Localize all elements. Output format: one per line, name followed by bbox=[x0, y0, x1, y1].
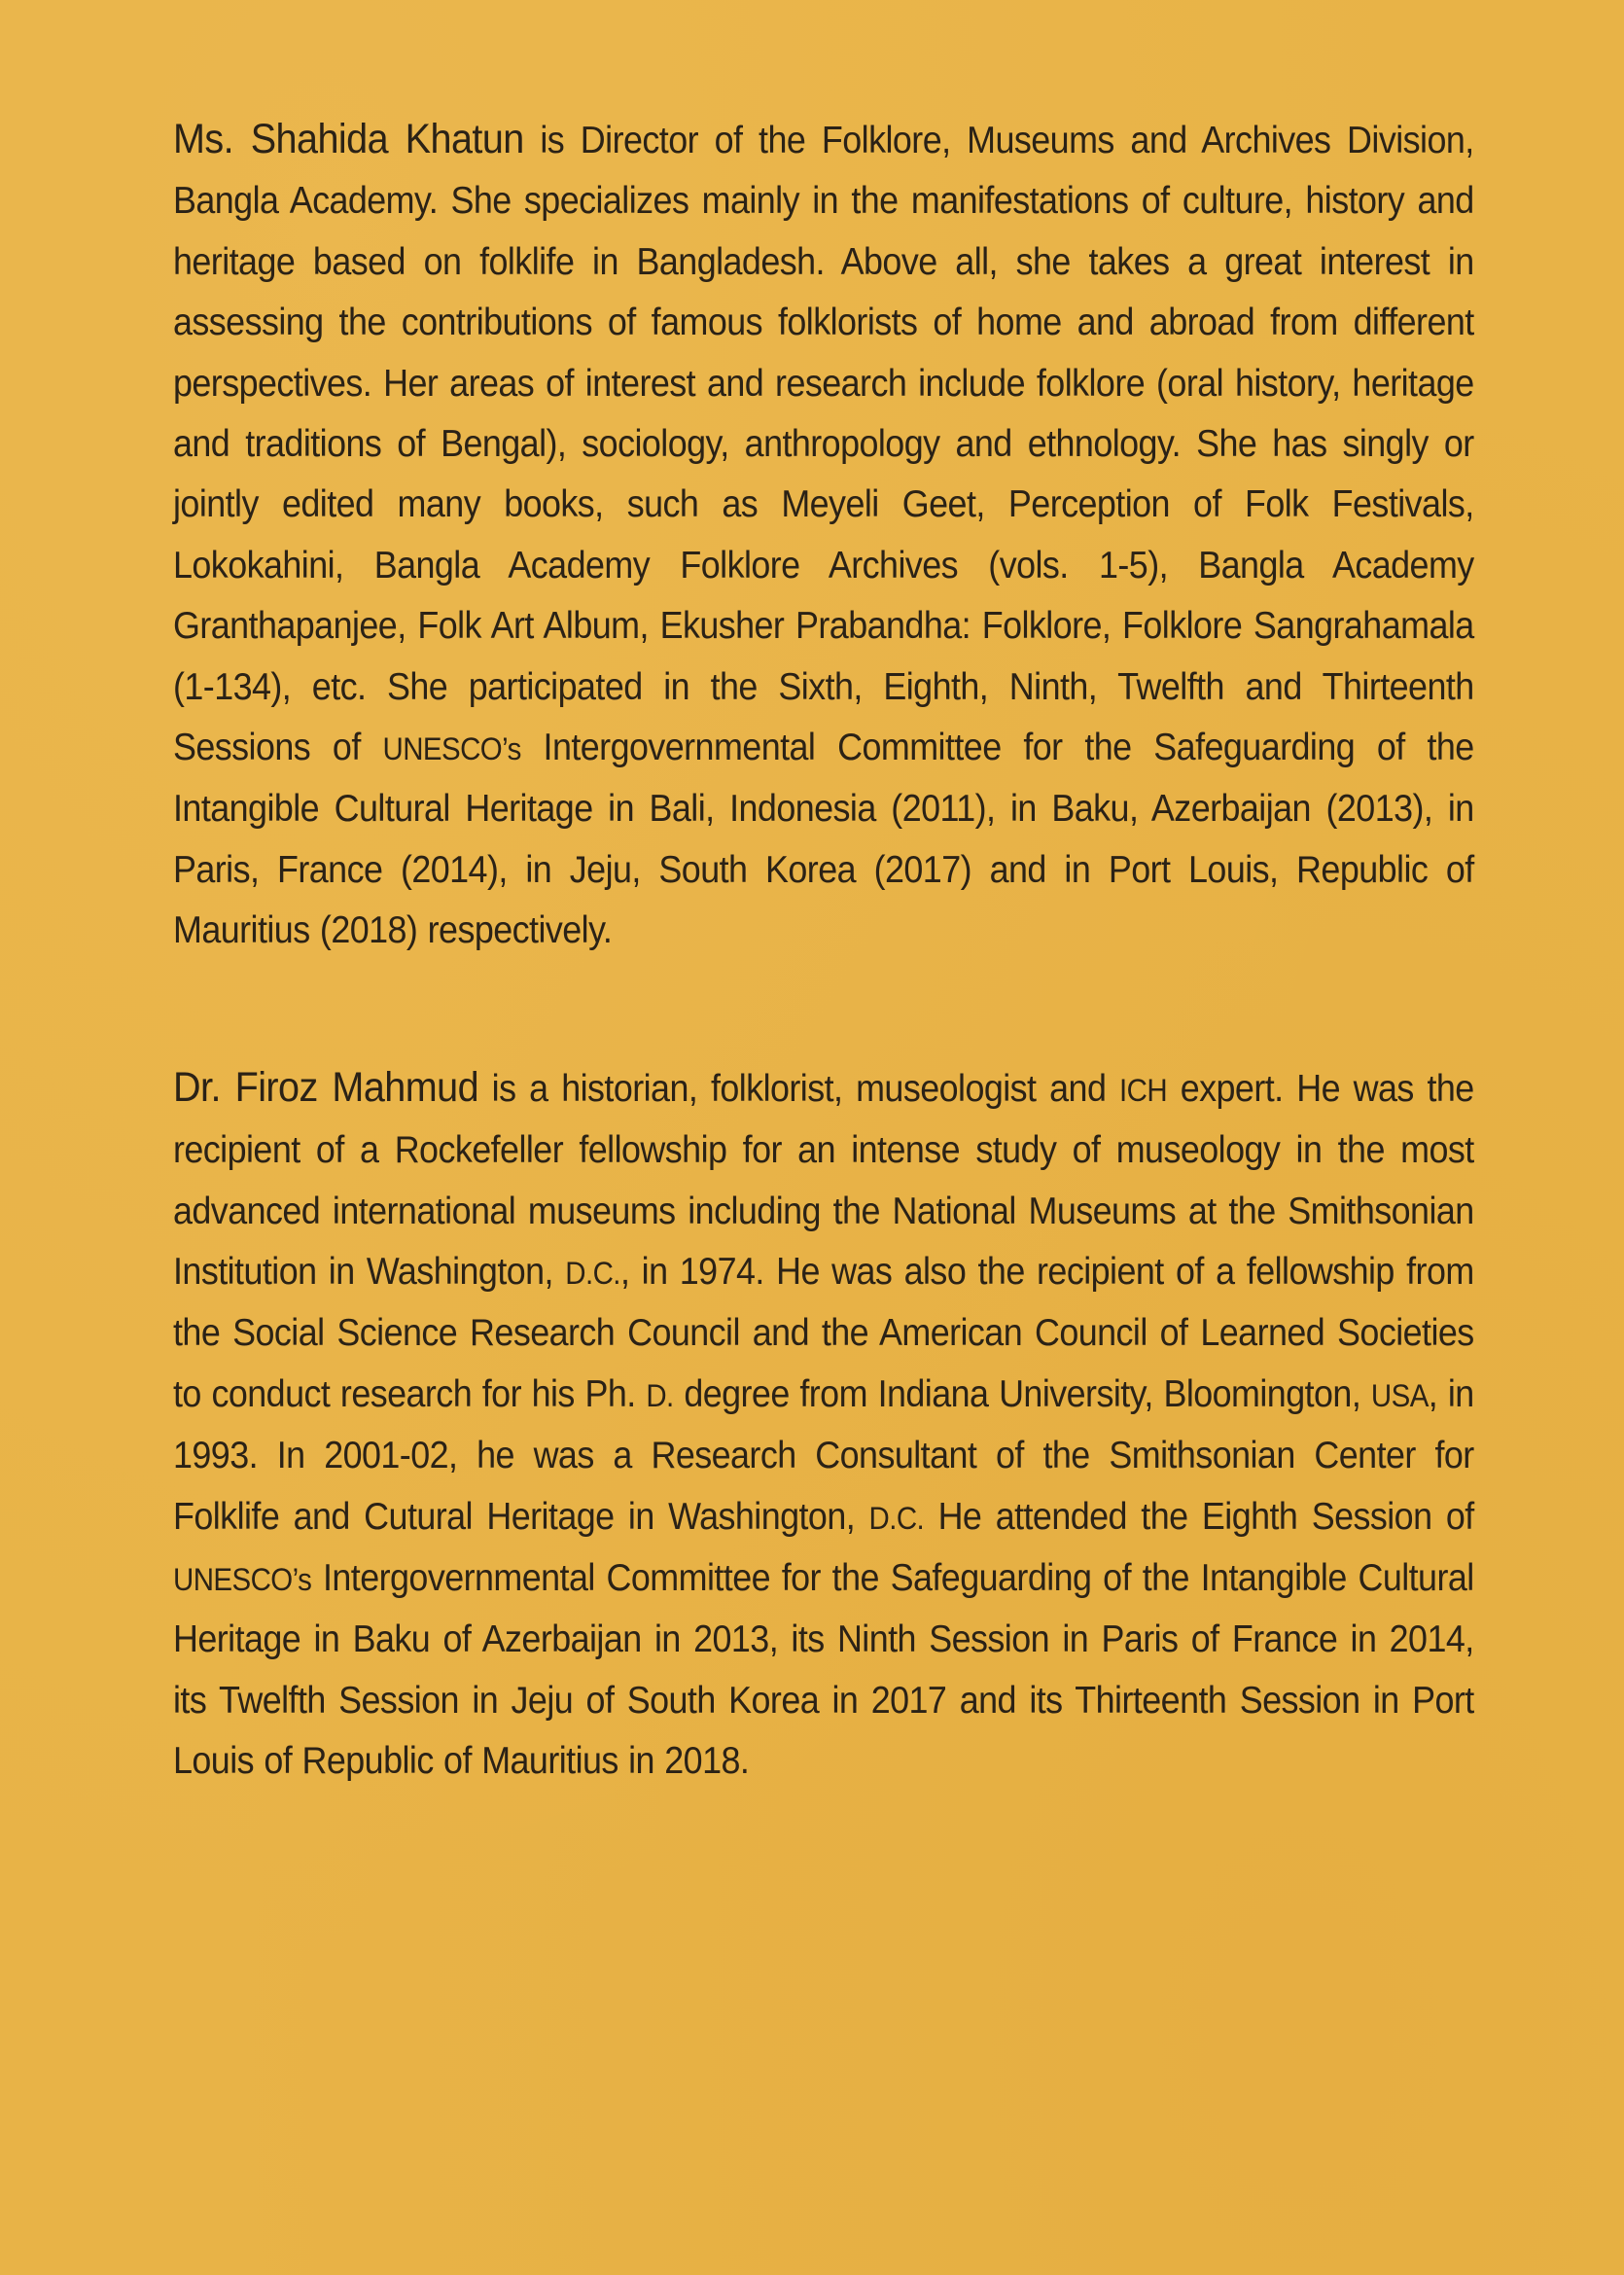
organization-abbrev: UNESCO’s bbox=[382, 731, 521, 767]
abbrev-text: D. bbox=[646, 1377, 674, 1413]
bio-paragraph-firoz-mahmud bbox=[173, 1057, 1474, 1793]
bio-text: Intergovernmental Committee for the Safeguarding of the Intangible Cultural Heritage in Bali, Indonesia (2011), in Baku, Azerbaijan (2013), in Paris, France (2014), in Jeju, South Korea (2017) and in Port Louis, Republic of Mauritius (2018) respectively. bbox=[173, 727, 1474, 952]
bio-text: expert. He was the recipient of a Rockefeller fellowship for an intense study of museology in the most advanced international museums including the National Museums at the Smithsonian Institution in Washington, bbox=[173, 1067, 1474, 1293]
author-name: Ms. Shahida Khatun bbox=[173, 116, 524, 162]
bio-text: He attended the Eighth Session of bbox=[924, 1495, 1474, 1538]
abbrev-text: D.C. bbox=[565, 1255, 620, 1291]
bio-text: , in 1993. In 2001-02, he was a Research Consultant of the Smithsonian Center for Folklife and Cutural Heritage in Washington, bbox=[173, 1372, 1474, 1538]
organization-abbrev: UNESCO’s bbox=[173, 1561, 312, 1597]
bio-text: is a historian, folklorist, museologist and bbox=[478, 1067, 1120, 1110]
bio-text: is Director of the Folklore, Museums and Archives Division, Bangla Academy. She specializes mainly in the manifestations of culture, history and heritage based on folklife in Bangladesh. Above all, she takes a great interest in assessing the contributions of famous folklorists of home and abroad from different perspectives. Her areas of interest and research include folklore (oral history, heritage and traditions of Bengal), sociology, anthropology and ethnology. She has singly or jointly edited many books, such as Meyeli Geet, Perception of Folk Festivals, Lokokahini, Bangla Academy Folklore Archives (vols. 1-5), Bangla Academy Granthapanjee, Folk Art Album, Ekusher Prabandha: Folklore, Folklore Sangrahamala (1-134), etc. She participated in the Sixth, Eighth, Ninth, Twelfth and Thirteenth Sessions of bbox=[173, 120, 1474, 769]
document-page bbox=[173, 109, 1474, 1793]
abbrev-text: ICH bbox=[1119, 1072, 1168, 1108]
abbrev-text: USA bbox=[1370, 1377, 1429, 1413]
bio-paragraph-shahida-khatun bbox=[173, 109, 1474, 962]
abbrev-text: D.C. bbox=[868, 1500, 925, 1536]
bio-text: , in 1974. He was also the recipient of a fellowship from the Social Science Research Council and the American Council of Learned Societies to conduct research for his Ph. bbox=[173, 1250, 1474, 1415]
bio-text: degree from Indiana University, Bloomington, bbox=[673, 1372, 1371, 1415]
bio-text: Intergovernmental Committee for the Safeguarding of the Intangible Cultural Heritage in Baku of Azerbaijan in 2013, its Ninth Session in Paris of France in 2014, its Twelfth Session in Jeju of South Korea in 2017 and its Thirteenth Session in Port Louis of Republic of Mauritius in 2018. bbox=[173, 1556, 1474, 1783]
author-name: Dr. Firoz Mahmud bbox=[173, 1063, 479, 1111]
